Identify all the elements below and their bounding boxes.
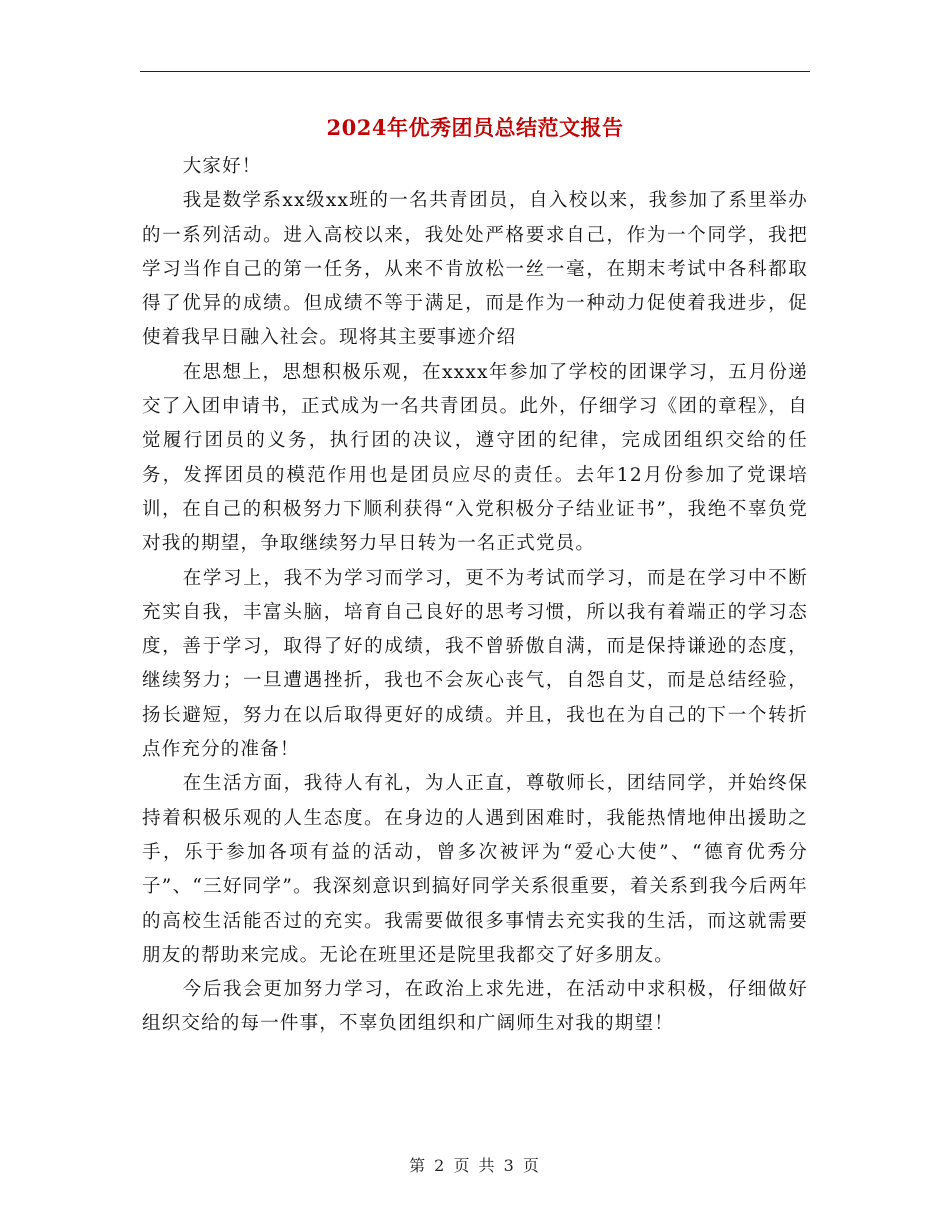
header-rule bbox=[140, 71, 810, 72]
page-number: 第 2 页 共 3 页 bbox=[409, 1156, 541, 1175]
paragraph-study: 在学习上，我不为学习而学习，更不为考试而学习，而是在学习中不断充实自我，丰富头脑，培育自己良好的思考习惯，所以我有着端正的学习态度，善于学习，取得了好的成绩，我不曾骄傲自满，而是保持谦逊的态度，继续努力；一旦遭遇挫折，我也不会灰心丧气，自怨自艾，而是总结经验，扬长避短，努力在以后取得更好的成绩。并且，我也在为自己的下一个转折点作充分的准备！ bbox=[142, 567, 808, 761]
greeting: 大家好！ bbox=[182, 156, 262, 177]
paragraph-conclusion: 今后我会更加努力学习，在政治上求先进，在活动中求积极，仔细做好组织交给的每一件事，不辜负团组织和广阔师生对我的期望！ bbox=[142, 979, 808, 1035]
document-title: 2024年优秀团员总结范文报告 bbox=[326, 115, 624, 140]
document-body bbox=[142, 150, 808, 1042]
paragraph-intro: 我是数学系xx级xx班的一名共青团员，自入校以来，我参加了系里举办的一系列活动。进入高校以来，我处处严格要求自己，作为一个同学，我把学习当作自己的第一任务，从来不肯放松一丝一毫，在期末考试中各科都取得了优异的成绩。但成绩不等于满足，而是作为一种动力促使着我进步，促使着我早日融入社会。现将其主要事迹介绍 bbox=[142, 190, 808, 349]
paragraph-ideology: 在思想上，思想积极乐观，在xxxx年参加了学校的团课学习，五月份递交了入团申请书，正式成为一名共青团员。此外，仔细学习《团的章程》，自觉履行团员的义务，执行团的决议，遵守团的纪律，完成团组织交给的任务，发挥团员的模范作用也是团员应尽的责任。去年12月份参加了党课培训，在自己的积极努力下顺利获得“入党积极分子结业证书”，我绝不辜负党对我的期望，争取继续努力早日转为一名正式党员。 bbox=[142, 361, 808, 555]
paragraph-life: 在生活方面，我待人有礼，为人正直，尊敬师长，团结同学，并始终保持着积极乐观的人生态度。在身边的人遇到困难时，我能热情地伸出援助之手，乐于参加各项有益的活动，曾多次被评为“爱心大使”、“德育优秀分子”、“三好同学”。我深刻意识到搞好同学关系很重要，着关系到我今后两年的高校生活能否过的充实。我需要做很多事情去充实我的生活，而这就需要朋友的帮助来完成。无论在班里还是院里我都交了好多朋友。 bbox=[142, 773, 808, 966]
